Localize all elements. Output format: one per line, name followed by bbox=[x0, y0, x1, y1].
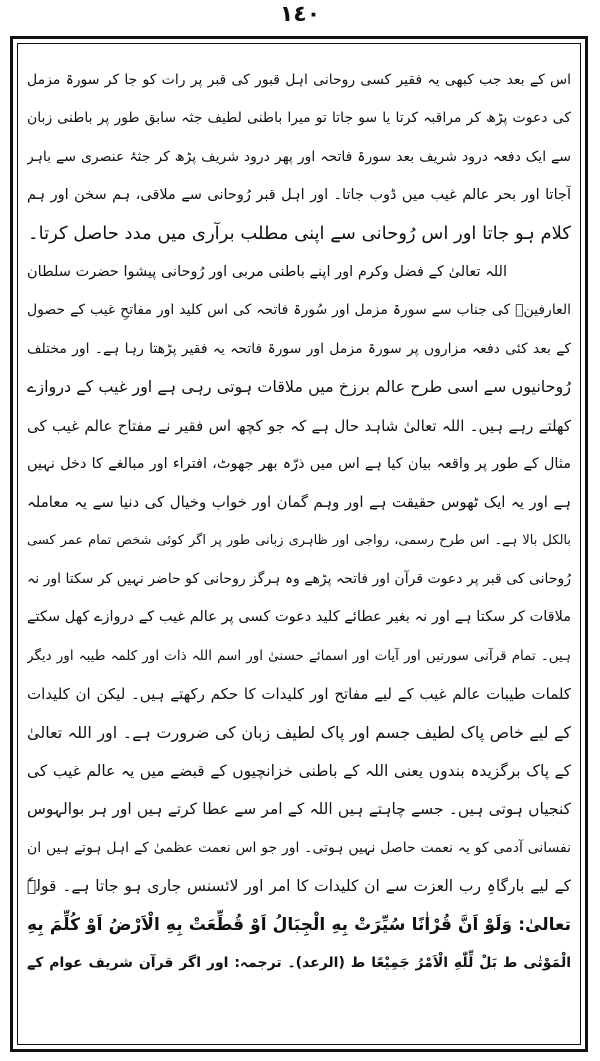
text-line: بالکل بالا ہے۔ اس طرح رسمی، رواجی اور ظاہری زبانی طور پر اگر کوئی شخص تمام عمر کسی bbox=[27, 532, 571, 548]
text-line: کے پاک برگزیدہ بندوں یعنی اللہ کے باطنی خزانچیوں کے قبضے میں یہ عالم غیب کی bbox=[27, 762, 571, 781]
text-line: کلام ہو جاتا اور اس رُوحانی سے اپنی مطلب برآری میں مدد حاصل کرتا۔ bbox=[28, 222, 571, 244]
page-number: ١٤٠ bbox=[279, 2, 321, 27]
text-line: کنجیاں ہوتی ہیں۔ جسے چاہتے ہیں اللہ کے امر سے عطا کرتے ہیں اور ہر بوالہوس bbox=[27, 800, 571, 819]
text-line: العارفینؒ کی جناب سے سورۃ مزمل اور سُورۃ فاتحہ کی اس کلید اور مفاتحِ غیب کے حصول bbox=[27, 302, 571, 319]
body-text bbox=[27, 61, 571, 982]
text-line: کلمات طیبات عالم غیب کے لیے مفاتح اور کلیدات کا حکم رکھتے ہیں۔ لیکن ان کلیدات bbox=[27, 685, 571, 704]
verse-line: الْمَوْتٰى ط بَلْ لِّلّٰهِ الْاَمْرُ جَمِيْعًا ط (الرعد)۔ ترجمہ: اور اگر قرآن شریف عوام کے bbox=[27, 954, 571, 971]
text-line: رُوحانیوں سے اسی طرح عالم برزخ میں ملاقات ہوتی رہی ہے اور غیب کے دروازے bbox=[27, 377, 571, 397]
text-line: ہیں۔ تمام قرآنی سورتیں اور آیات اور اسمائے حسنیٰ اور اسم اللہ ذات اور کلمہ طیبہ اور دیگر bbox=[27, 647, 571, 664]
text-line: کے بعد کئی دفعہ مزاروں پر سورۃ مزمل اور سورۃ فاتحہ یہ فقیر پڑھتا رہا ہے۔ اور مختلف bbox=[27, 340, 571, 357]
text-line: نفسانی آدمی کو یہ نعمت حاصل نہیں ہوتی۔ اور جو اس نعمت عظمیٰ کے اہل ہوتے ہیں ان bbox=[27, 839, 571, 856]
text-line: رُوحانی کی قبر پر دعوت قرآن اور فاتحہ پڑھے وہ ہرگز روحانی کو حاضر نہیں کر سکتا اور نہ bbox=[27, 571, 571, 588]
text-line: مثال کے طور پر واقعہ بیان کیا ہے اس میں ذرّہ بھر جھوٹ، افتراء اور مبالغے کا دخل نہیں bbox=[27, 455, 571, 472]
text-line: آجاتا اور بحر عالم غیب میں ڈوب جاتا۔ اور اہل قبر رُوحانی سے ملاقی، ہم سخن اور ہم bbox=[27, 187, 571, 204]
text-line: ملاقات کر سکتا ہے اور نہ بغیر عطائے کلید دعوت کسی پر عالم غیب کے دروازے کھل سکتے bbox=[27, 609, 571, 626]
page-border bbox=[10, 36, 588, 1052]
text-line: کھلتے رہے ہیں۔ اللہ تعالیٰ شاہد حال ہے کہ جو کچھ اس فقیر نے مفتاح عالم غیب کی bbox=[27, 416, 571, 435]
text-line: کے لیے خاص پاک لطیف جسم اور پاک لطیف زبان کی ضرورت ہے۔ اور اللہ تعالیٰ bbox=[27, 722, 571, 742]
text-line: سے ایک دفعہ درود شریف بعد سورۃ فاتحہ اور پھر درود شریف پڑھ کر جثۂ عنصری سے باہر bbox=[27, 148, 571, 165]
text-line: ہے اور یہ ایک ٹھوس حقیقت ہے اور وہم گمان اور خواب وخیال کی دنیا سے یہ معاملہ bbox=[27, 493, 571, 512]
verse-line: تعالیٰ: وَلَوْ اَنَّ قُرْاٰنًا سُيِّرَتْ بِهِ الْجِبَالُ اَوْ قُطِّعَتْ بِهِ الْاَرْضُ اَوْ كُلِّمَ بِهِ bbox=[27, 914, 571, 935]
text-line: کی دعوت پڑھ کر مراقبہ کرتا یا سو جاتا تو میرا باطنی لطیف جثہ سابق طور پر باطنی زبان bbox=[27, 110, 571, 127]
text-line: کے لیے بارگاہِ رب العزت سے ان کلیدات کا امر اور لائسنس جاری ہو جاتا ہے۔ قولہٗ bbox=[27, 877, 571, 896]
text-line: اللہ تعالیٰ کے فضل وکرم اور اپنے باطنی مربی اور رُوحانی پیشوا حضرت سلطان bbox=[27, 263, 507, 280]
text-line: اس کے بعد جب کبھی یہ فقیر کسی روحانی اہل قبور کی قبر پر رات کو جا کر سورۃ مزمل bbox=[27, 72, 571, 88]
